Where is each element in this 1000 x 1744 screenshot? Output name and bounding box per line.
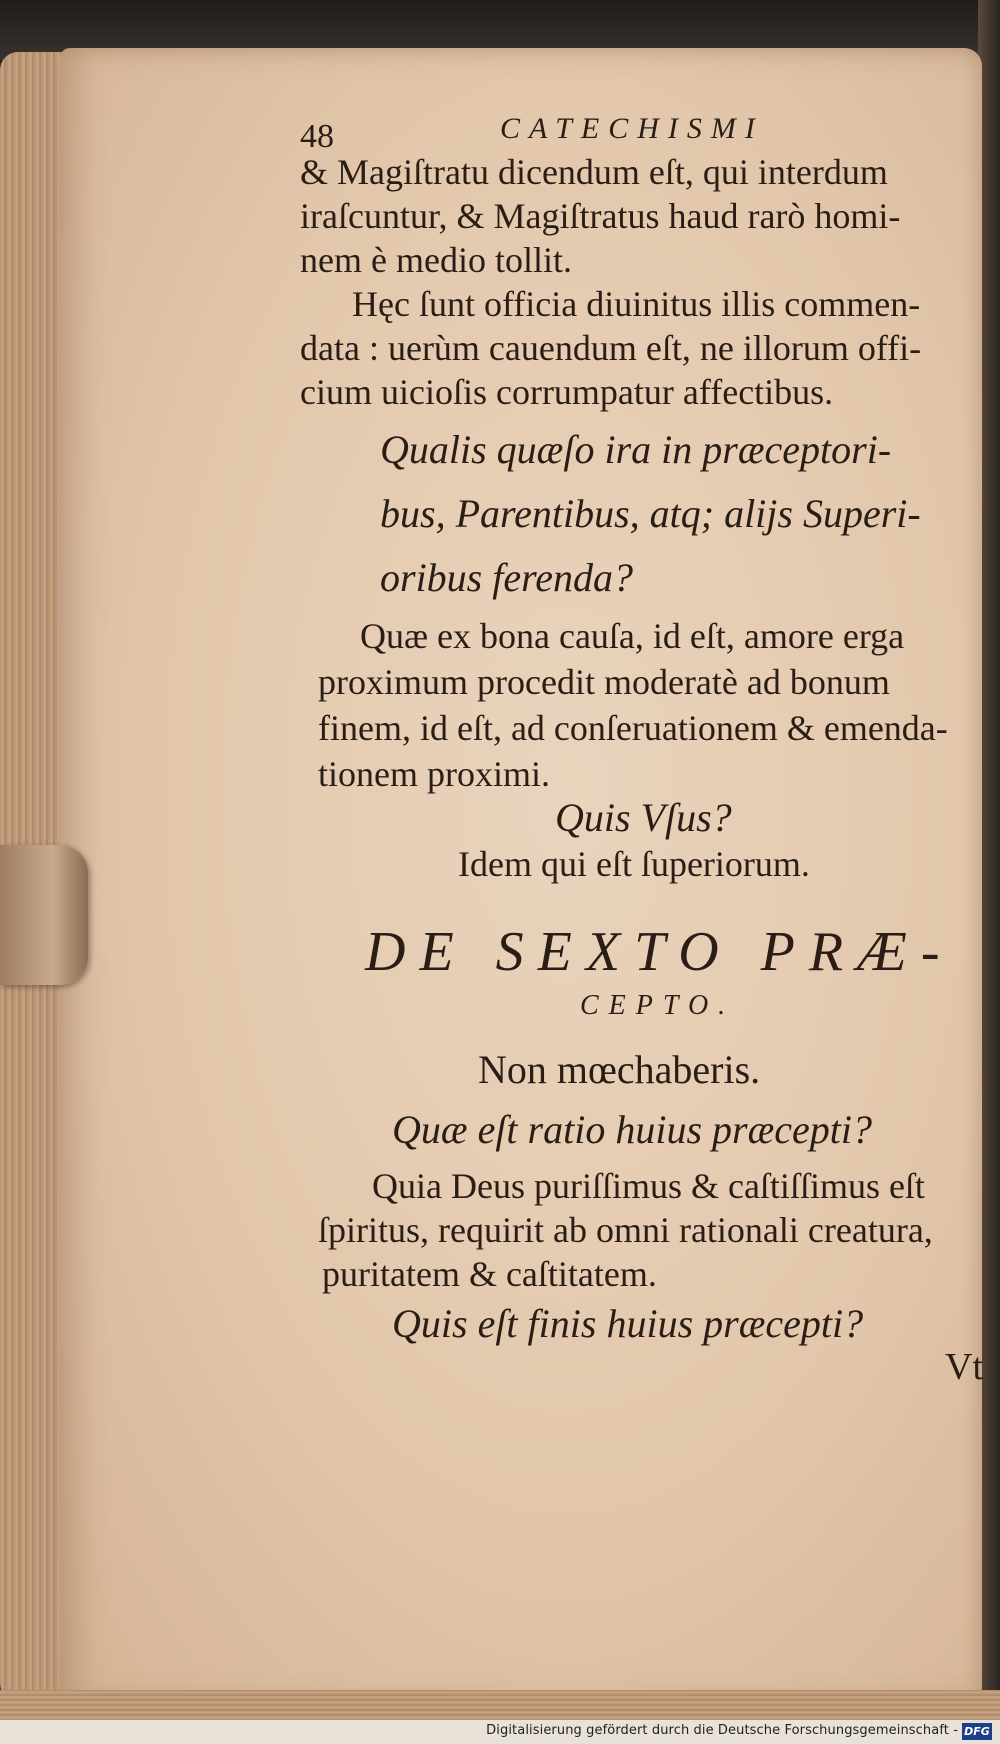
- question-line: Quæ eſt ratio huius præcepti?: [392, 1107, 872, 1152]
- book-bottom-edge: [0, 1690, 1000, 1720]
- text-line: Hęc ſunt officia diuinitus illis commen-: [352, 284, 921, 324]
- book-clasp: [0, 845, 88, 985]
- section-heading: DE SEXTO PRÆ-: [365, 921, 954, 983]
- answer-line: Idem qui eſt ſuperiorum.: [458, 844, 810, 884]
- answer-line: finem, id eſt, ad conſeruationem & emenda-: [318, 708, 948, 748]
- catchword: Vt: [945, 1346, 983, 1388]
- question-line: bus, Parentibus, atq; alijs Superi-: [380, 491, 921, 536]
- text-line: cium uicioſis corrumpatur affectibus.: [300, 372, 834, 412]
- answer-line: puritatem & caſtitatem.: [322, 1254, 657, 1294]
- question-line: Quis Vſus?: [555, 795, 732, 840]
- dfg-logo: DFG: [962, 1723, 992, 1740]
- text-line: data : uerùm cauendum eſt, ne illorum offi-: [300, 328, 922, 368]
- question-line: Qualis quæſo ira in præceptori-: [380, 427, 892, 472]
- answer-line: Quia Deus puriſſimus & caſtiſſimus eſt: [372, 1166, 925, 1206]
- answer-line: Quæ ex bona cauſa, id eſt, amore erga: [360, 616, 905, 656]
- answer-line: proximum procedit moderatè ad bonum: [318, 662, 890, 702]
- section-heading-continued: CEPTO.: [580, 990, 736, 1021]
- answer-line: tionem proximi.: [318, 754, 550, 794]
- answer-line: ſpiritus, requirit ab omni rationali creatura,: [318, 1210, 933, 1250]
- page-number: 48: [300, 118, 334, 155]
- text-line: nem è medio tollit.: [300, 240, 572, 280]
- question-line: oribus ferenda?: [380, 555, 633, 600]
- question-line: Quis eſt finis huius præcepti?: [392, 1301, 864, 1346]
- text-line: & Magiſtratu dicendum eſt, qui interdum: [300, 152, 888, 192]
- running-head: CATECHISMI: [500, 112, 764, 145]
- footer-bar: [0, 1720, 1000, 1744]
- text-line: iraſcuntur, & Magiſtratus haud rarò homi-: [300, 196, 901, 236]
- commandment-text: Non mœchaberis.: [478, 1047, 761, 1092]
- footer-credit: Digitalisierung gefördert durch die Deutsche Forschungsgemeinschaft -: [486, 1723, 958, 1738]
